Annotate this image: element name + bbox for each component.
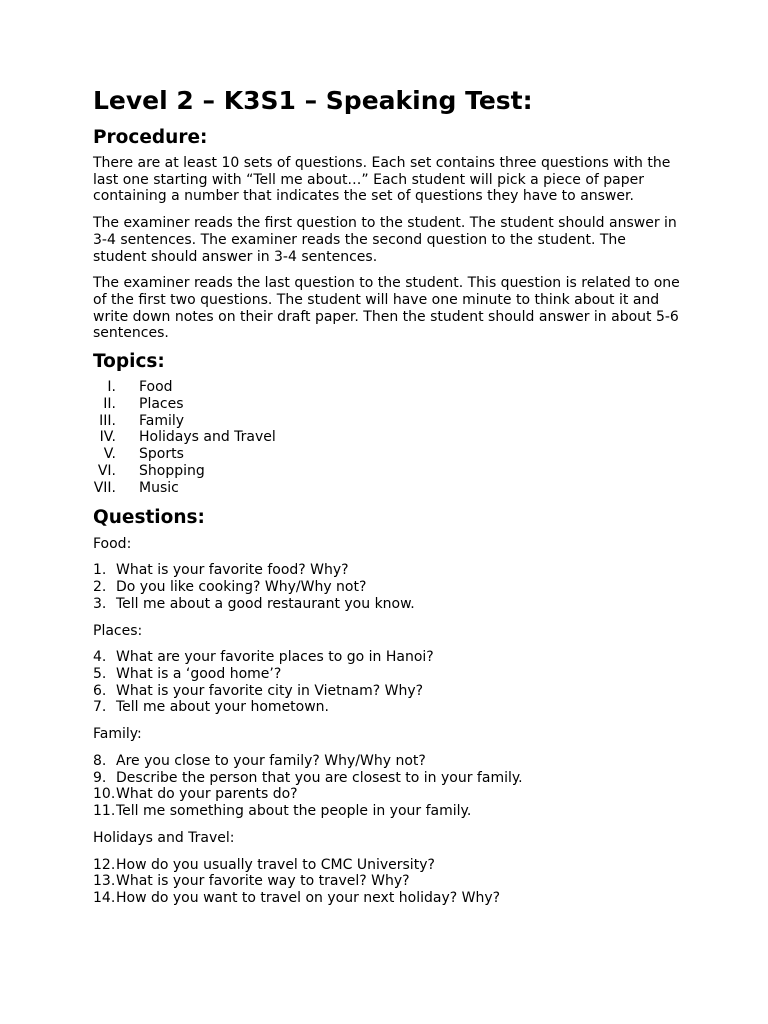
topic-number: I. [107, 379, 116, 396]
topic-item [93, 463, 683, 480]
question-text: What is your favorite way to travel? Why? [116, 873, 410, 890]
topic-number: VII. [93, 479, 116, 496]
question-text: What is your favorite city in Vietnam? Why? [116, 682, 424, 699]
question-group-label: Food: [93, 535, 132, 552]
question-number: 1. [93, 562, 107, 579]
topic-item [93, 396, 683, 413]
topic-label: Holidays and Travel [139, 429, 276, 446]
topic-number: IV. [99, 429, 116, 446]
question-number: 8. [93, 752, 107, 769]
question-item [93, 803, 683, 820]
question-text: Tell me about a good restaurant you know. [116, 595, 415, 612]
question-number: 3. [93, 595, 107, 612]
question-item [93, 666, 683, 683]
question-text: How do you want to travel on your next holiday? Why? [116, 889, 501, 906]
topic-label: Food [139, 379, 173, 396]
question-item [93, 683, 683, 700]
question-text: What do your parents do? [116, 786, 298, 803]
question-group-label: Places: [93, 622, 143, 639]
question-text: What is a ‘good home’? [116, 666, 282, 683]
topic-label: Family [139, 412, 185, 429]
topic-number: VI. [97, 463, 116, 480]
question-item [93, 596, 683, 613]
question-item [93, 649, 683, 666]
question-text: Do you like cooking? Why/Why not? [116, 579, 367, 596]
question-text: Tell me something about the people in your family. [116, 803, 472, 820]
question-item [93, 579, 683, 596]
question-item [93, 699, 683, 716]
question-number: 11. [93, 803, 116, 820]
question-text: What is your favorite food? Why? [116, 562, 349, 579]
topic-item [93, 413, 683, 430]
question-number: 5. [93, 666, 107, 683]
question-list [93, 753, 683, 820]
question-item [93, 786, 683, 803]
question-item [93, 753, 683, 770]
question-text: How do you usually travel to CMC University? [116, 856, 435, 873]
question-item [93, 857, 683, 874]
question-text: Are you close to your family? Why/Why not? [116, 752, 426, 769]
question-group-label: Holidays and Travel: [93, 829, 235, 846]
question-group-label: Family: [93, 726, 142, 743]
question-list [93, 562, 683, 612]
question-number: 7. [93, 699, 107, 716]
procedure-paragraph: There are at least 10 sets of questions. Each set contains three questions with the last one starting with “Tell me about…” Each student will pick a piece of paper containing a number that indicates the set of questions they have to answer. [93, 155, 671, 205]
question-text: Describe the person that you are closest to in your family. [116, 769, 523, 786]
question-text: What are your favorite places to go in Hanoi? [116, 649, 434, 666]
topic-item [93, 429, 683, 446]
question-item [93, 562, 683, 579]
question-number: 13. [93, 873, 116, 890]
question-number: 14. [93, 889, 116, 906]
topic-number: V. [103, 446, 116, 463]
topic-label: Shopping [139, 463, 205, 480]
question-number: 6. [93, 682, 107, 699]
topics-heading: Topics: [93, 351, 165, 373]
question-list [93, 649, 683, 716]
question-item [93, 890, 683, 907]
procedure-paragraph: The examiner reads the first question to the student. The student should answer in 3-4 sentences. The examiner reads the second question to the student. The student should answer in 3-4 sentences. [93, 215, 677, 265]
document-body [93, 86, 683, 907]
topic-label: Sports [139, 446, 184, 463]
topics-list [93, 379, 683, 497]
question-item [93, 873, 683, 890]
topic-item [93, 379, 683, 396]
question-list [93, 857, 683, 907]
question-item [93, 770, 683, 787]
question-number: 9. [93, 769, 107, 786]
question-number: 2. [93, 579, 107, 596]
page-title: Level 2 – K3S1 – Speaking Test: [93, 86, 533, 115]
topic-label: Places [139, 395, 184, 412]
topic-item [93, 480, 683, 497]
question-number: 10. [93, 786, 116, 803]
procedure-heading: Procedure: [93, 127, 208, 148]
topic-item [93, 446, 683, 463]
question-number: 4. [93, 649, 107, 666]
question-text: Tell me about your hometown. [116, 699, 330, 716]
question-number: 12. [93, 856, 116, 873]
topic-number: II. [103, 395, 116, 412]
questions-heading: Questions: [93, 506, 205, 528]
procedure-paragraph: The examiner reads the last question to the student. This question is related to one of the first two questions. The student will have one minute to think about it and write down notes on their draft paper. Then the student should answer in about 5-6 sentences. [93, 275, 680, 342]
topic-number: III. [99, 412, 116, 429]
topic-label: Music [139, 479, 179, 496]
